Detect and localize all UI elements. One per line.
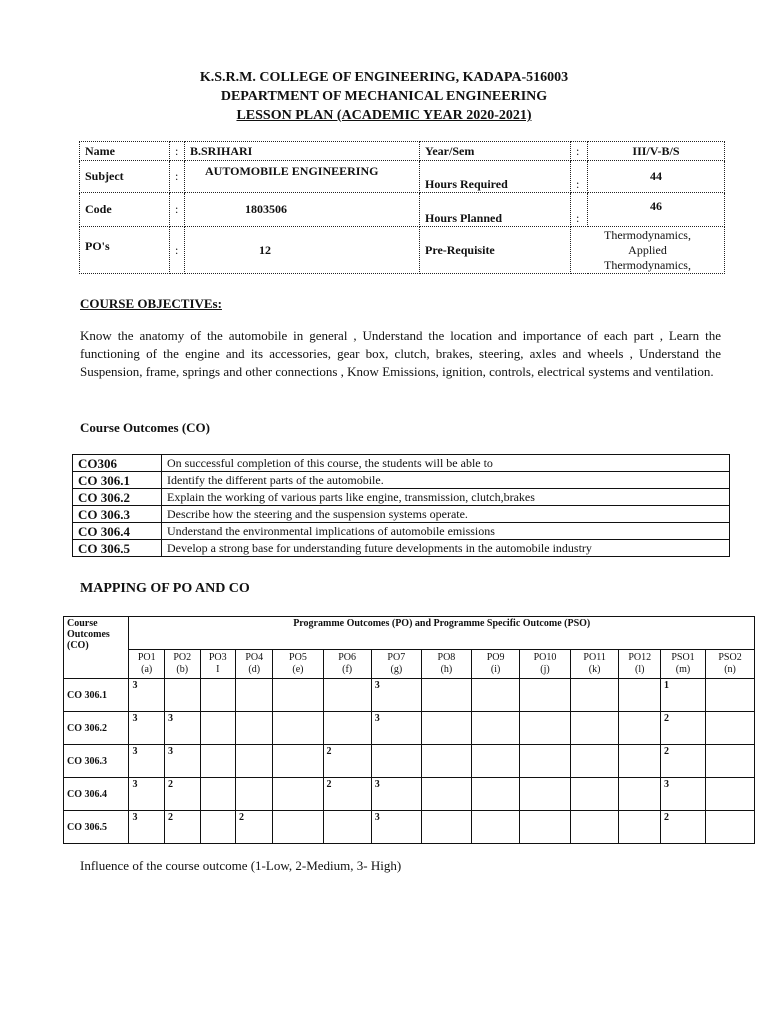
mapping-value-cell [236,745,273,778]
mapping-title: MAPPING OF PO AND CO [80,581,250,596]
po-label: PO1 [137,652,156,663]
po-header-cell [236,650,273,679]
mapping-row [64,778,755,811]
mapping-value-cell: 2 [660,811,705,844]
po-label: PO12 [628,652,652,663]
hours-planned-label: Hours Planned [420,193,571,227]
po-label: PO4 [245,652,264,663]
college-name: K.S.R.M. COLLEGE OF ENGINEERING, KADAPA-516003 [199,70,569,85]
po-label: PO10 [533,652,557,663]
mapping-row [64,712,755,745]
course-outcome-text: Explain the working of various parts like engine, transmission, clutch,brakes [162,489,730,506]
po-header-cell [200,650,236,679]
course-objectives-title: COURSE OBJECTIVEs: [80,296,222,311]
mapping-value-cell [471,811,519,844]
po-sub-label: (h) [440,664,453,675]
prerequisite-label: Pre-Requisite [420,227,571,274]
prerequisite-line: Applied [628,242,667,257]
mapping-value-cell [520,745,571,778]
mapping-value-cell: 3 [371,811,421,844]
mapping-value-cell [273,679,323,712]
mapping-value-cell [273,745,323,778]
mapping-value-cell [570,712,619,745]
po-label: PO8 [437,652,456,663]
mapping-value-cell [273,712,323,745]
po-label: PO5 [289,652,307,663]
course-outcome-code: CO 306.1 [73,472,162,489]
corner-line: (CO) [67,640,89,651]
mapping-value-cell [471,778,519,811]
course-outcomes-corner [64,617,129,679]
pos-label: PO's [80,227,170,274]
po-header-cell [570,650,619,679]
mapping-value-cell: 1 [660,679,705,712]
po-header-cell [660,650,705,679]
course-outcome-row [73,455,730,472]
colon: : [170,142,185,161]
mapping-value-cell: 3 [129,679,165,712]
po-header-cell [421,650,471,679]
po-header-cell [323,650,371,679]
prerequisite-line: Thermodynamics, [604,257,691,272]
mapping-value-cell [273,811,323,844]
mapping-value-cell: 3 [371,679,421,712]
prerequisite-line: Thermodynamics, [604,227,691,242]
mapping-value-cell [421,679,471,712]
mapping-value-cell: 3 [164,712,200,745]
yearsem-value: III/V-B/S [588,142,725,161]
course-outcome-code: CO 306.4 [73,523,162,540]
po-label: PO2 [173,652,192,663]
po-header-cell [129,650,165,679]
corner-line: Outcomes [67,629,110,640]
po-sub-label: (d) [248,664,261,675]
mapping-value-cell [273,778,323,811]
course-outcome-text: Understand the environmental implications of automobile emissions [162,523,730,540]
mapping-co-label: CO 306.1 [64,679,129,712]
mapping-value-cell [236,679,273,712]
mapping-value-cell: 2 [660,712,705,745]
mapping-value-cell: 2 [236,811,273,844]
mapping-value-cell [570,811,619,844]
po-label: PSO2 [718,652,742,663]
mapping-value-cell [421,778,471,811]
mapping-value-cell: 3 [371,712,421,745]
po-sub-label: (k) [588,664,601,675]
course-outcome-code: CO 306.3 [73,506,162,523]
course-outcome-text: On successful completion of this course, the students will be able to [162,455,730,472]
po-sub-label: (j) [540,664,550,675]
course-outcome-code: CO 306.2 [73,489,162,506]
po-sub-label: (a) [141,664,153,675]
mapping-value-cell: 3 [129,811,165,844]
course-objectives-text: Know the anatomy of the automobile in general , Understand the location and importance of each part , Learn the functioning of the engine and its accessories, gear box, clutch, brakes, steering, axles and wheels , Understand the Suspension, frame, springs and other connections , Know Emissions, ignition, controls, electrical systems and ventilation. [80,328,721,379]
corner-line: Course [67,618,98,629]
po-sub-label: (l) [634,664,645,675]
mapping-value-cell: 2 [164,811,200,844]
po-co-mapping-table [63,616,755,844]
prerequisite-value [571,227,725,274]
mapping-value-cell [706,811,755,844]
mapping-value-cell [619,811,660,844]
mapping-value-cell: 2 [323,778,371,811]
mapping-value-cell: 2 [660,745,705,778]
mapping-value-cell [570,778,619,811]
mapping-value-cell [706,679,755,712]
po-sub-label: (b) [176,664,189,675]
mapping-value-cell: 2 [164,778,200,811]
mapping-value-cell [619,778,660,811]
po-label: PO7 [387,652,406,663]
mapping-value-cell [471,745,519,778]
mapping-value-cell [520,811,571,844]
po-sub-label: (n) [724,664,736,675]
course-outcome-text: Develop a strong base for understanding future developments in the automobile industry [162,540,730,557]
po-sub-label: (i) [490,664,501,675]
pos-value: 12 [185,227,420,274]
colon: : [170,227,185,274]
mapping-value-cell [371,745,421,778]
po-label: PSO1 [671,652,695,663]
mapping-value-cell [200,745,236,778]
mapping-value-cell [619,679,660,712]
colon: : [571,142,588,161]
po-header-cell [520,650,571,679]
mapping-co-label: CO 306.2 [64,712,129,745]
course-info-table [79,141,725,274]
mapping-value-cell [200,778,236,811]
po-label: PO6 [338,652,357,663]
code-value: 1803506 [185,193,420,227]
mapping-value-cell: 3 [129,745,165,778]
course-outcome-row [73,472,730,489]
mapping-value-cell [706,778,755,811]
course-outcomes-table [72,454,730,557]
mapping-value-cell: 3 [660,778,705,811]
po-sub-label: (f) [342,664,353,675]
mapping-value-cell [200,712,236,745]
colon: : [170,193,185,227]
mapping-value-cell: 2 [323,745,371,778]
mapping-value-cell [520,679,571,712]
course-outcome-code: CO 306.5 [73,540,162,557]
course-outcome-row [73,540,730,557]
mapping-value-cell [471,712,519,745]
mapping-co-label: CO 306.4 [64,778,129,811]
mapping-value-cell: 3 [164,745,200,778]
po-sub-label: (m) [675,664,691,675]
mapping-co-label: CO 306.3 [64,745,129,778]
mapping-co-label: CO 306.5 [64,811,129,844]
course-outcome-row [73,506,730,523]
po-label: PO3 [208,652,227,663]
mapping-value-cell [421,811,471,844]
course-outcome-text: Identify the different parts of the automobile. [162,472,730,489]
code-label: Code [80,193,170,227]
mapping-row [64,745,755,778]
mapping-value-cell [471,679,519,712]
mapping-value-cell [200,811,236,844]
yearsem-label: Year/Sem [420,142,571,161]
po-sub-label: I [216,664,220,675]
po-header-cell [471,650,519,679]
mapping-value-cell [421,712,471,745]
mapping-value-cell [323,679,371,712]
mapping-value-cell: 3 [129,712,165,745]
influence-note: Influence of the course outcome (1-Low, 2-Medium, 3- High) [80,858,402,873]
po-label: PO11 [583,652,606,663]
programme-outcomes-header: Programme Outcomes (PO) and Programme Specific Outcome (PSO) [129,617,755,650]
name-value: B.SRIHARI [185,142,420,161]
course-outcome-row [73,523,730,540]
mapping-value-cell [323,712,371,745]
po-sub-label: (g) [390,664,403,675]
name-label: Name [80,142,170,161]
po-header-cell [164,650,200,679]
subject-label: Subject [80,161,170,193]
mapping-value-cell [200,679,236,712]
colon: : [571,193,588,227]
course-outcome-code: CO306 [73,455,162,472]
mapping-value-cell [323,811,371,844]
hours-planned-value: 46 [588,193,725,227]
mapping-value-cell [570,745,619,778]
po-header-cell [619,650,660,679]
mapping-value-cell [164,679,200,712]
subject-value: AUTOMOBILE ENGINEERING [185,161,420,193]
mapping-value-cell [520,778,571,811]
course-outcome-text: Describe how the steering and the suspension systems operate. [162,506,730,523]
po-header-cell [273,650,323,679]
mapping-value-cell [236,778,273,811]
colon: : [170,161,185,193]
course-outcomes-title: Course Outcomes (CO) [80,420,210,435]
colon: : [571,161,588,193]
mapping-value-cell [570,679,619,712]
mapping-row [64,679,755,712]
po-header-cell [706,650,755,679]
mapping-value-cell [520,712,571,745]
hours-required-label: Hours Required [420,161,571,193]
mapping-value-cell [706,745,755,778]
mapping-value-cell [619,712,660,745]
po-sub-label: (e) [292,664,304,675]
mapping-value-cell [706,712,755,745]
lesson-plan-title: LESSON PLAN (ACADEMIC YEAR 2020-2021) [236,108,532,123]
mapping-value-cell [236,712,273,745]
mapping-value-cell [619,745,660,778]
mapping-row [64,811,755,844]
hours-required-value: 44 [588,161,725,193]
po-header-cell [371,650,421,679]
course-outcome-row [73,489,730,506]
department-name: DEPARTMENT OF MECHANICAL ENGINEERING [220,89,548,104]
document-header [0,68,768,125]
mapping-value-cell: 3 [371,778,421,811]
po-label: PO9 [486,652,505,663]
mapping-value-cell: 3 [129,778,165,811]
mapping-value-cell [421,745,471,778]
